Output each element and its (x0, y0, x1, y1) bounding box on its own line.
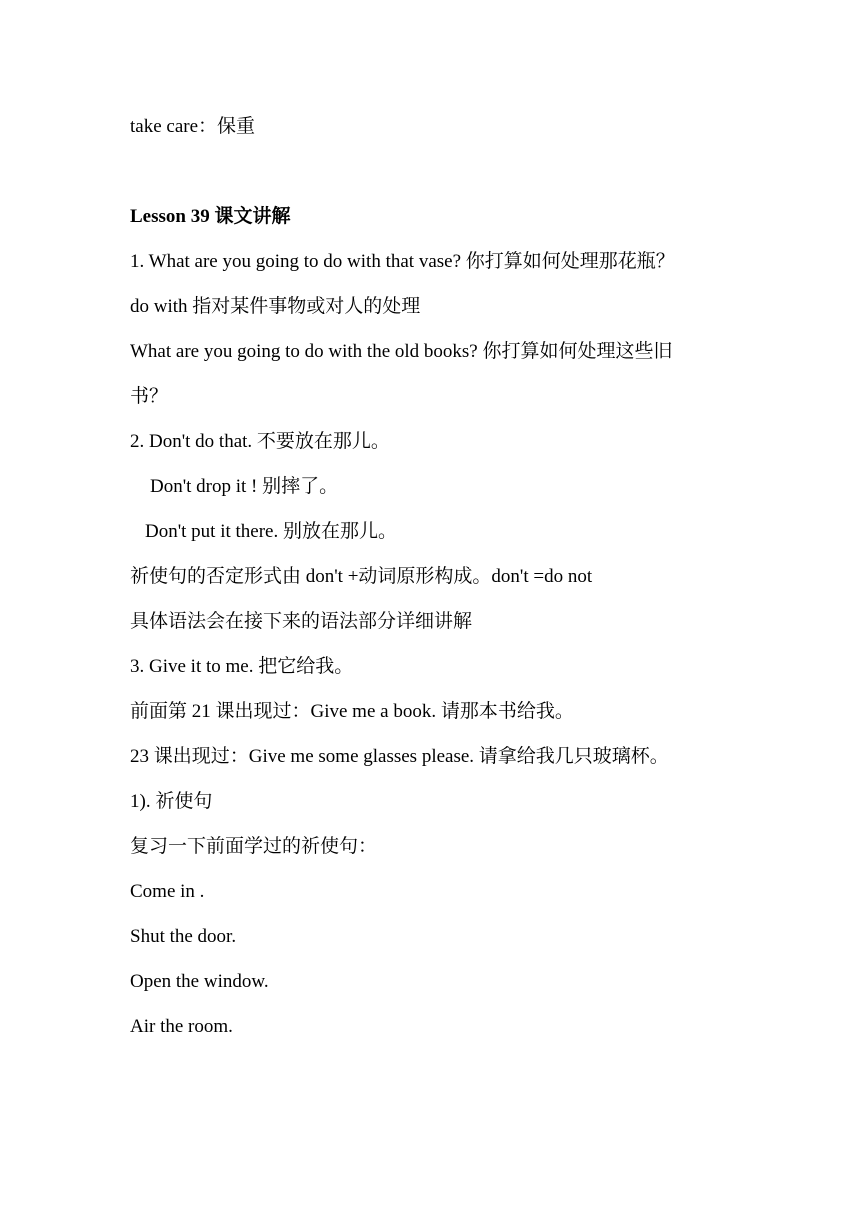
point-3-sentence: 3. Give it to me. 把它给我。 (130, 656, 354, 677)
imperative-example: Open the window. (130, 971, 269, 992)
point-3-ref-23: 23 课出现过：Give me some glasses please. 请拿给我几只玻璃杯。 (130, 746, 669, 767)
point-3-ref-21: 前面第 21 课出现过：Give me a book. 请那本书给我。 (130, 701, 574, 722)
vocab-take-care: take care：保重 (130, 116, 256, 137)
point-2-example-1: Don't drop it ! 别摔了。 (150, 476, 339, 497)
point-1-example: What are you going to do with the old books? 你打算如何处理这些旧 (130, 341, 673, 362)
point-2-rule: 祈使句的否定形式由 don't +动词原形构成。don't =do not (130, 566, 593, 587)
point-1-example-cont: 书？ (130, 386, 169, 407)
imperative-example: Come in . (130, 881, 205, 902)
review-intro: 复习一下前面学过的祈使句： (130, 836, 378, 857)
imperative-example: Air the room. (130, 1016, 233, 1037)
point-1-note: do with 指对某件事物或对人的处理 (130, 296, 421, 317)
point-2-example-2: Don't put it there. 别放在那儿。 (145, 521, 397, 542)
point-1-sentence: 1. What are you going to do with that vase? 你打算如何处理那花瓶？ (130, 251, 675, 272)
point-2-sentence: 2. Don't do that. 不要放在那儿。 (130, 431, 390, 452)
lesson-heading: Lesson 39 课文讲解 (130, 206, 291, 227)
imperative-example: Shut the door. (130, 926, 237, 947)
subsection-imperative: 1). 祈使句 (130, 791, 213, 812)
point-2-grammar-note: 具体语法会在接下来的语法部分详细讲解 (130, 611, 473, 632)
